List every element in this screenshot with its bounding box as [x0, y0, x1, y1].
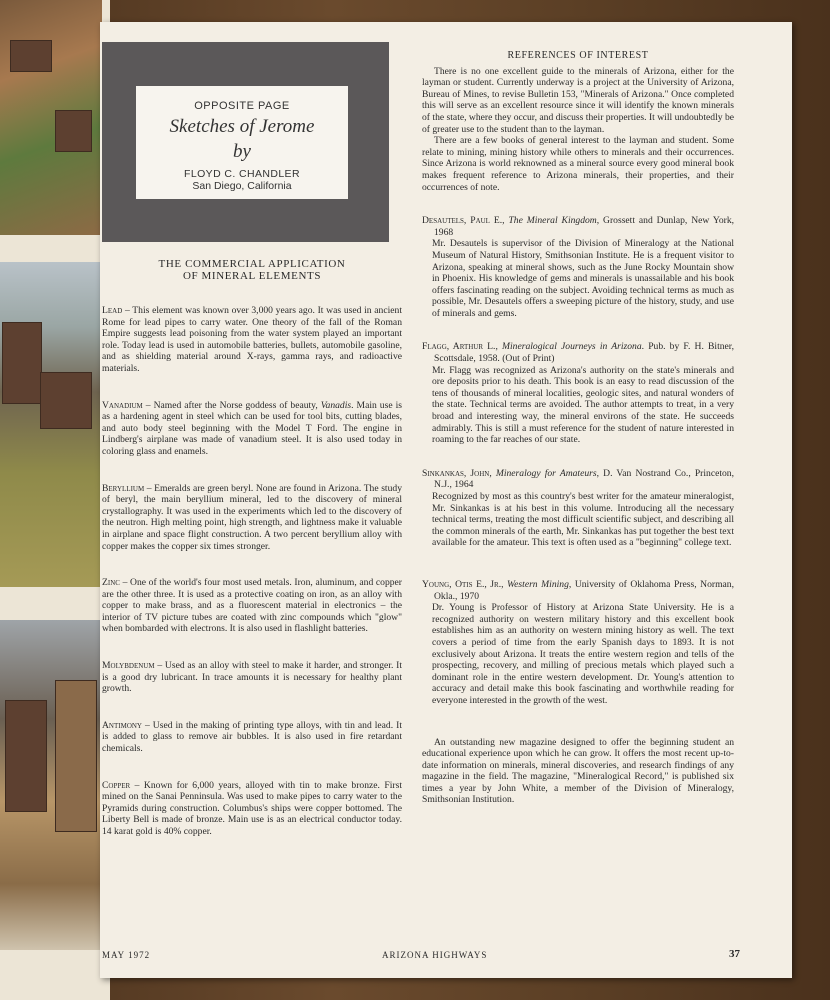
author-location: San Diego, California	[192, 180, 292, 192]
opposite-page-label: OPPOSITE PAGE	[194, 100, 290, 112]
entry-vanadium: Vanadium – Named after the Norse goddess of beauty, Vanadis. Main use is as a hardening agent in steel which can be used for tool bits, cutting blades, and auto body steel beginning with the Model T Ford. The engine in Lindberg's airplane was made of vanadium steel. It is also used today in coloring glass and enamels.	[102, 399, 402, 457]
entry-copper: Copper – Known for 6,000 years, alloyed with tin to make bronze. First mined on the Sanai Penninsula. Was used to make pipes to carry water to the Pyramids during construction. Columbus's ships were copper bottomed. The Liberty Bell is made of bronze. Main use is as an electrical conductor today. 14 karat gold is 40% copper.	[102, 779, 402, 837]
title-panel	[102, 42, 389, 242]
jerome-sketch-bottom	[0, 620, 102, 950]
closing-paragraph: An outstanding new magazine designed to offer the beginning student an educational experience upon which he can grow. It offers the most recent up-to-date information on minerals, mineral discoveries, and research findings of any magazine in the field. The magazine, "Mineralogical Record," is published six times a year by John White, a member of the Division of Mineralogy, Smithsonian Institution.	[422, 736, 734, 806]
magazine-name: ARIZONA HIGHWAYS	[382, 950, 488, 960]
references-heading: REFERENCES OF INTEREST	[507, 50, 649, 61]
reference-desautels: Desautels, Paul E., The Mineral Kingdom, Grossett and Dunlap, New York, 1968 Mr. Desautels is supervisor of the Division of Mineralogy at the National Museum of Natural History, Smithsonian Institute. He is a frequent visitor to Arizona, speaking at mineral shows, such as the June Rocky Mountain show in Phoenix. His knowledge of gems and minerals is unassailable and his book offers fascinating reading on the subject. Avoiding technical terms as much as possible, Mr. Desautels offers a sweeping picture of the history, study, and use of minerals and gems.	[422, 215, 735, 319]
entry-zinc: Zinc – One of the world's four most used metals. Iron, aluminum, and copper are the other three. It is used as a protective coating on iron, as an alloy with copper to make brass, and as a fluorescent material in electronics – the interior of TV picture tubes are coated with zinc compounds which "glow" when bombarded with electrons. It is also used in flashlight batteries.	[102, 577, 402, 635]
title-card	[136, 86, 348, 199]
reference-sinkankas: Sinkankas, John, Mineralogy for Amateurs, D. Van Nostrand Co., Princeton, N.J., 1964 Recognized by most as this country's best writer for the amateur mineralogist, Mr. Sinkankas is at his best in this volume. Introducing all the necessary technical terms, treating the most difficult scientific subject, and describing all the common minerals of the earth, Mr. Sinkankas has put together the best text available for the amateur. This text is often used as a "beginning" college text.	[422, 467, 735, 549]
entry-antimony: Antimony – Used in the making of printing type alloys, with tin and lead. It is added to glass to remove air bubbles. It is also used in fire retardant chemicals.	[102, 719, 402, 755]
jerome-sketch-top	[0, 0, 102, 235]
entry-beryllium: Beryllium – Emeralds are green beryl. None are found in Arizona. The study of beryl, the main beryllium mineral, led to the discovery of mineral crystallography. It was used in the experiments which led to the discovery of the neutron. High melting point, high strength, and lightness make it valuable in airplane and space flight construction. A two percent beryllium alloy with copper makes the copper six times stronger.	[102, 482, 402, 552]
entry-molybdenum: Molybdenum – Used as an alloy with steel to make it harder, and stronger. It is a good dry lubricant. In trace amounts it is necessary for healthy plant growth.	[102, 660, 402, 695]
section-heading: THE COMMERCIAL APPLICATION OF MINERAL ELEMENTS	[158, 258, 346, 282]
by-label: by	[233, 141, 251, 162]
jerome-sketch-middle	[0, 262, 102, 587]
entry-lead: Lead – This element was known over 3,000 years ago. It was used in ancient Rome for lead pipes to carry water. One theory of the fall of the Roman Empire suggests lead poisoning from the water system played an important role. Today lead is used in automobile batteries, bullets, automobile gasoline, and as shielding material around X-rays, gamma rays, and radioactive materials.	[102, 305, 402, 374]
intro-paragraph-1: There is no one excellent guide to the minerals of Arizona, either for the layman or student. Currently underway is a project at the University of Arizona, Bureau of Mines, to revise Bulletin 153, "Minerals of Arizona." Once completed this will serve as an excellent resource since it will identify the known minerals of the state, where they occur, and discuss their properties. It will undoubtedly be of greater use to the student than to the layman.	[422, 65, 734, 135]
sketch-title: Sketches of Jerome	[169, 116, 315, 137]
issue-date: MAY 1972	[102, 950, 151, 960]
intro-paragraph-2: There are a few books of general interest to the layman and student. Some relate to mining, mining history while others to minerals and their occurrences. Since Arizona is world reknowned as a mineral source every good mineral book makes frequent reference to Arizona minerals, their properties, and their occurrences of note.	[422, 135, 734, 193]
page-number: 37	[729, 948, 740, 960]
author-name: FLOYD C. CHANDLER	[184, 168, 300, 180]
magazine-page	[100, 22, 792, 978]
reference-flagg: Flagg, Arthur L., Mineralogical Journeys in Arizona. Pub. by F. H. Bitner, Scottsdale, 1958. (Out of Print) Mr. Flagg was recognized as Arizona's authority on the state's minerals and ore deposits prior to his death. This book is an easy to read discussion of the tens of thousands of mineral localities, geologic sites, and natural wonders of the state. Technical terms are avoided. The author attempts to treat, in a very broad and interesting way, the mineral environs of the state. He succeeds admirably. This is still a must reference for the student of nature interested in roaming to the far reaches of our state.	[422, 341, 735, 446]
reference-young: Young, Otis E., Jr., Western Mining, University of Oklahoma Press, Norman, Okla., 1970 Dr. Young is Professor of History at Arizona State University. He is a recognized authority on western military history and this excellent book establishes him as an authority on western mining history as well. The text covers a period of time from the early Spanish days to 1893. It is not exclusively about Arizona. It treats the entire western region and tells of the prospecting, recovery, and milling of precious metals which played such a dominant role in the entire western development. Dr. Young's attention to accuracy and detail make this book fascinating and worthwhile reading for everyone interested in the growth of the west.	[422, 578, 734, 706]
mineral-elements-column	[102, 258, 402, 863]
facing-page	[0, 0, 110, 1000]
references-column	[422, 50, 734, 806]
